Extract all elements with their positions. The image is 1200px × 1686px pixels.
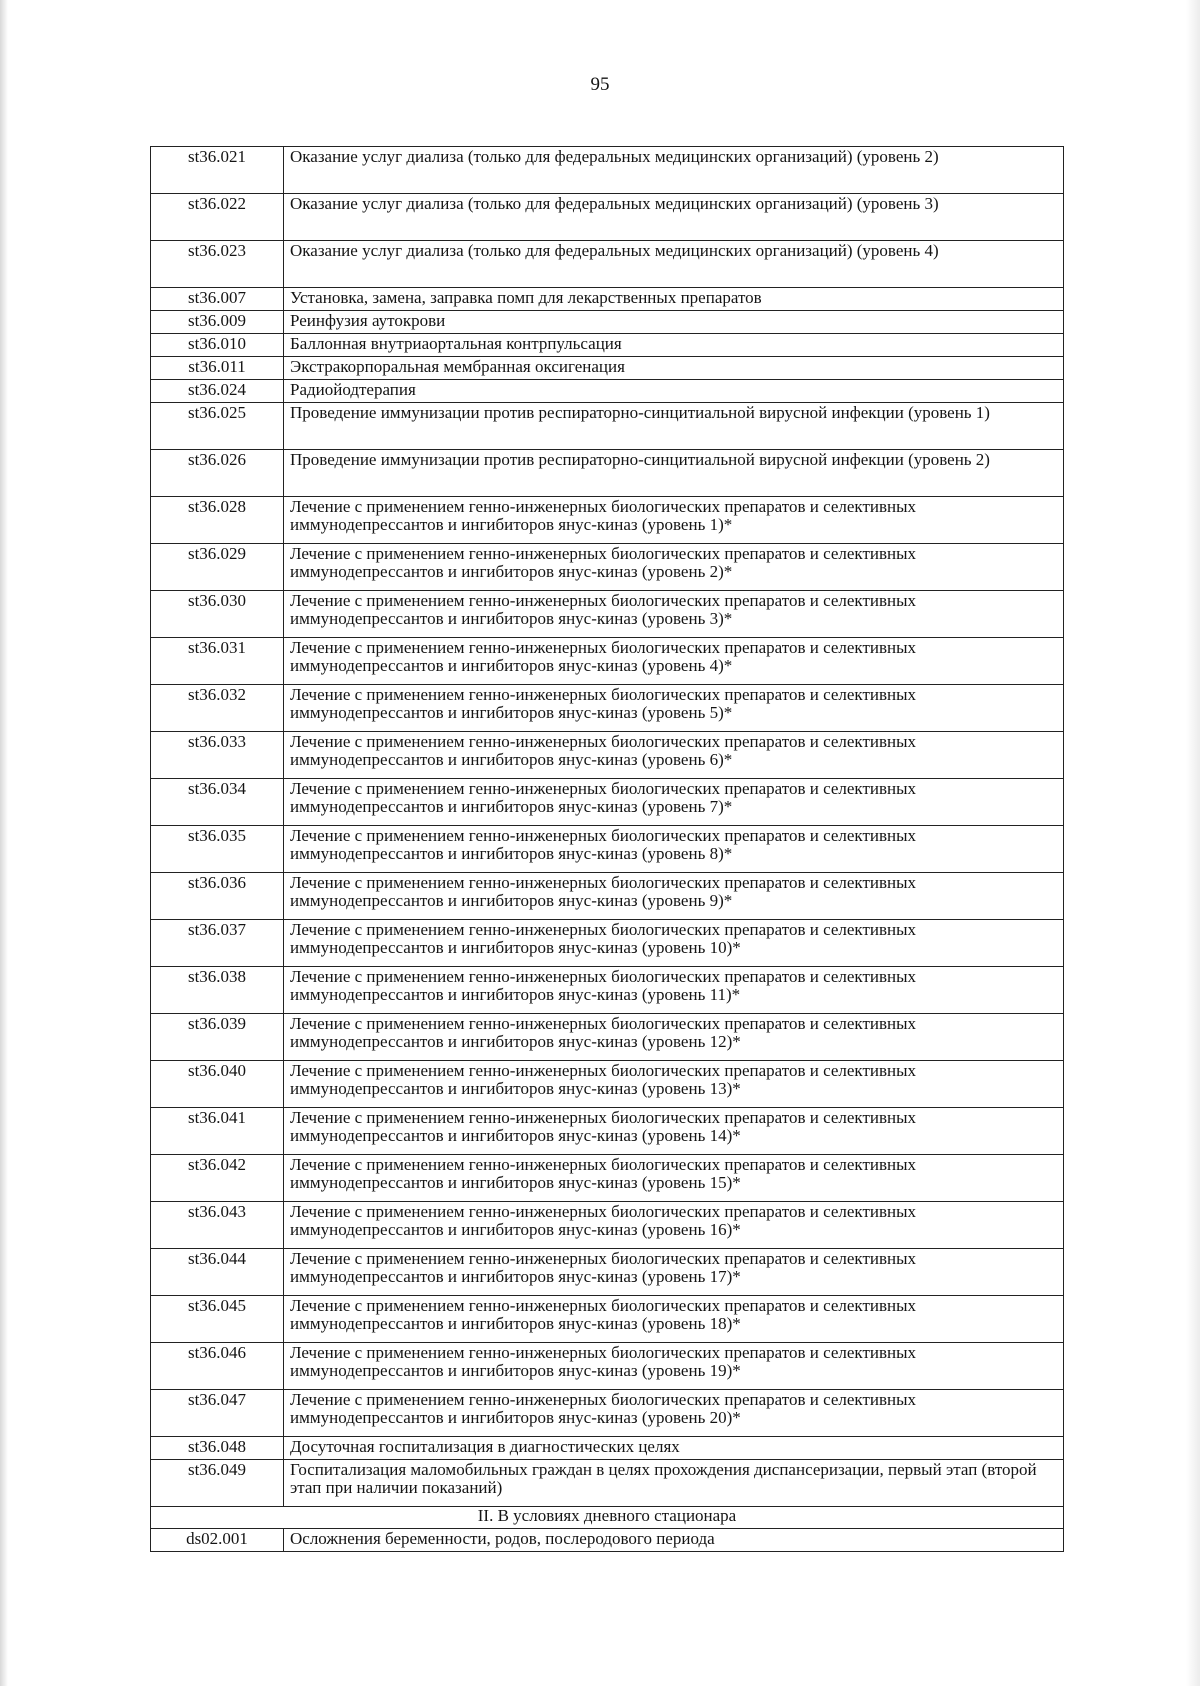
code-cell: st36.045 <box>151 1296 284 1343</box>
table-row <box>151 1014 1064 1061</box>
code-cell: st36.026 <box>151 450 284 497</box>
name-cell: Лечение с применением генно-инженерных биологических препаратов и селективных иммунодепрессантов и ингибиторов янус-киназ (уровень 13)* <box>284 1061 1064 1108</box>
table-row <box>151 1296 1064 1343</box>
code-cell: st36.007 <box>151 288 284 311</box>
section-row <box>151 1507 1064 1529</box>
code-cell: st36.049 <box>151 1460 284 1507</box>
table-row <box>151 544 1064 591</box>
name-cell: Лечение с применением генно-инженерных биологических препаратов и селективных иммунодепрессантов и ингибиторов янус-киназ (уровень 3)* <box>284 591 1064 638</box>
code-cell: st36.033 <box>151 732 284 779</box>
code-cell: st36.010 <box>151 334 284 357</box>
name-cell: Досуточная госпитализация в диагностических целях <box>284 1437 1064 1460</box>
code-cell: st36.036 <box>151 873 284 920</box>
name-cell: Лечение с применением генно-инженерных биологических препаратов и селективных иммунодепрессантов и ингибиторов янус-киназ (уровень 14)* <box>284 1108 1064 1155</box>
code-cell: st36.025 <box>151 403 284 450</box>
table-row <box>151 826 1064 873</box>
table-row <box>151 194 1064 241</box>
table-row <box>151 920 1064 967</box>
table-row <box>151 334 1064 357</box>
code-cell: st36.048 <box>151 1437 284 1460</box>
code-cell: st36.009 <box>151 311 284 334</box>
name-cell: Осложнения беременности, родов, послеродового периода <box>284 1529 1064 1552</box>
name-cell: Лечение с применением генно-инженерных биологических препаратов и селективных иммунодепрессантов и ингибиторов янус-киназ (уровень 19)* <box>284 1343 1064 1390</box>
name-cell: Госпитализация маломобильных граждан в целях прохождения диспансеризации, первый этап (второй этап при наличии показаний) <box>284 1460 1064 1507</box>
name-cell: Лечение с применением генно-инженерных биологических препаратов и селективных иммунодепрессантов и ингибиторов янус-киназ (уровень 15)* <box>284 1155 1064 1202</box>
name-cell: Оказание услуг диализа (только для федеральных медицинских организаций) (уровень 3) <box>284 194 1064 241</box>
table-row <box>151 873 1064 920</box>
name-cell: Лечение с применением генно-инженерных биологических препаратов и селективных иммунодепрессантов и ингибиторов янус-киназ (уровень 11)* <box>284 967 1064 1014</box>
code-cell: st36.028 <box>151 497 284 544</box>
table-row <box>151 311 1064 334</box>
name-cell: Лечение с применением генно-инженерных биологических препаратов и селективных иммунодепрессантов и ингибиторов янус-киназ (уровень 7)* <box>284 779 1064 826</box>
table-row <box>151 1202 1064 1249</box>
table-row <box>151 1108 1064 1155</box>
table-row <box>151 1529 1064 1552</box>
name-cell: Оказание услуг диализа (только для федеральных медицинских организаций) (уровень 4) <box>284 241 1064 288</box>
code-cell: st36.037 <box>151 920 284 967</box>
table-row <box>151 1155 1064 1202</box>
table-row <box>151 1061 1064 1108</box>
table-row <box>151 779 1064 826</box>
code-cell: st36.046 <box>151 1343 284 1390</box>
code-cell: st36.042 <box>151 1155 284 1202</box>
name-cell: Лечение с применением генно-инженерных биологических препаратов и селективных иммунодепрессантов и ингибиторов янус-киназ (уровень 12)* <box>284 1014 1064 1061</box>
table-row <box>151 1390 1064 1437</box>
code-cell: st36.011 <box>151 357 284 380</box>
name-cell: Лечение с применением генно-инженерных биологических препаратов и селективных иммунодепрессантов и ингибиторов янус-киназ (уровень 4)* <box>284 638 1064 685</box>
code-cell: st36.039 <box>151 1014 284 1061</box>
table-row <box>151 403 1064 450</box>
scan-edge-right <box>1186 0 1200 1686</box>
code-cell: st36.022 <box>151 194 284 241</box>
table-row <box>151 288 1064 311</box>
name-cell: Лечение с применением генно-инженерных биологических препаратов и селективных иммунодепрессантов и ингибиторов янус-киназ (уровень 17)* <box>284 1249 1064 1296</box>
table-row <box>151 497 1064 544</box>
code-cell: st36.034 <box>151 779 284 826</box>
name-cell: Реинфузия аутокрови <box>284 311 1064 334</box>
code-cell: st36.044 <box>151 1249 284 1296</box>
name-cell: Лечение с применением генно-инженерных биологических препаратов и селективных иммунодепрессантов и ингибиторов янус-киназ (уровень 5)* <box>284 685 1064 732</box>
code-cell: st36.035 <box>151 826 284 873</box>
name-cell: Баллонная внутриаортальная контрпульсация <box>284 334 1064 357</box>
name-cell: Проведение иммунизации против респираторно-синцитиальной вирусной инфекции (уровень 2) <box>284 450 1064 497</box>
table-row <box>151 1437 1064 1460</box>
tariff-code-table <box>150 146 1064 1552</box>
code-cell: st36.021 <box>151 147 284 194</box>
name-cell: Экстракорпоральная мембранная оксигенация <box>284 357 1064 380</box>
table-row <box>151 967 1064 1014</box>
code-cell: st36.029 <box>151 544 284 591</box>
name-cell: Лечение с применением генно-инженерных биологических препаратов и селективных иммунодепрессантов и ингибиторов янус-киназ (уровень 6)* <box>284 732 1064 779</box>
table-row <box>151 357 1064 380</box>
name-cell: Лечение с применением генно-инженерных биологических препаратов и селективных иммунодепрессантов и ингибиторов янус-киназ (уровень 10)* <box>284 920 1064 967</box>
code-cell: st36.030 <box>151 591 284 638</box>
table-row <box>151 1343 1064 1390</box>
code-cell: st36.047 <box>151 1390 284 1437</box>
table-row <box>151 732 1064 779</box>
name-cell: Лечение с применением генно-инженерных биологических препаратов и селективных иммунодепрессантов и ингибиторов янус-киназ (уровень 16)* <box>284 1202 1064 1249</box>
name-cell: Установка, замена, заправка помп для лекарственных препаратов <box>284 288 1064 311</box>
code-cell: st36.041 <box>151 1108 284 1155</box>
name-cell: Лечение с применением генно-инженерных биологических препаратов и селективных иммунодепрессантов и ингибиторов янус-киназ (уровень 2)* <box>284 544 1064 591</box>
table-row <box>151 380 1064 403</box>
table-body <box>151 147 1064 1552</box>
name-cell: Оказание услуг диализа (только для федеральных медицинских организаций) (уровень 2) <box>284 147 1064 194</box>
section-heading: II. В условиях дневного стационара <box>151 1507 1064 1529</box>
table-row <box>151 450 1064 497</box>
name-cell: Проведение иммунизации против респираторно-синцитиальной вирусной инфекции (уровень 1) <box>284 403 1064 450</box>
table-row <box>151 638 1064 685</box>
code-cell: st36.023 <box>151 241 284 288</box>
name-cell: Лечение с применением генно-инженерных биологических препаратов и селективных иммунодепрессантов и ингибиторов янус-киназ (уровень 8)* <box>284 826 1064 873</box>
name-cell: Радиойодтерапия <box>284 380 1064 403</box>
table-row <box>151 1460 1064 1507</box>
table-row <box>151 1249 1064 1296</box>
name-cell: Лечение с применением генно-инженерных биологических препаратов и селективных иммунодепрессантов и ингибиторов янус-киназ (уровень 18)* <box>284 1296 1064 1343</box>
table-row <box>151 685 1064 732</box>
code-cell: st36.024 <box>151 380 284 403</box>
table-row <box>151 147 1064 194</box>
code-cell: st36.038 <box>151 967 284 1014</box>
code-cell: st36.040 <box>151 1061 284 1108</box>
scan-edge-left <box>0 0 8 1686</box>
table-row <box>151 591 1064 638</box>
name-cell: Лечение с применением генно-инженерных биологических препаратов и селективных иммунодепрессантов и ингибиторов янус-киназ (уровень 20)* <box>284 1390 1064 1437</box>
table-row <box>151 241 1064 288</box>
page-number: 95 <box>590 74 610 95</box>
name-cell: Лечение с применением генно-инженерных биологических препаратов и селективных иммунодепрессантов и ингибиторов янус-киназ (уровень 1)* <box>284 497 1064 544</box>
code-cell: st36.031 <box>151 638 284 685</box>
code-cell: ds02.001 <box>151 1529 284 1552</box>
code-cell: st36.043 <box>151 1202 284 1249</box>
code-cell: st36.032 <box>151 685 284 732</box>
name-cell: Лечение с применением генно-инженерных биологических препаратов и селективных иммунодепрессантов и ингибиторов янус-киназ (уровень 9)* <box>284 873 1064 920</box>
